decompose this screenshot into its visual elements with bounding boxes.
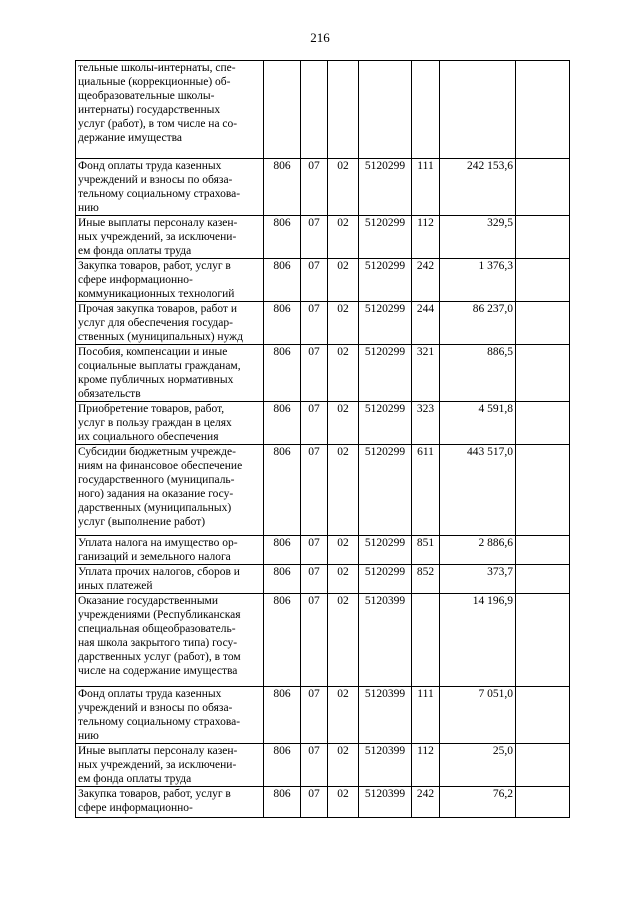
target-article-cell: 5120299 [359, 159, 412, 216]
ministry-code-cell: 806 [264, 302, 301, 345]
target-article-cell: 5120299 [359, 259, 412, 302]
table-row [76, 687, 570, 744]
extra-cell [516, 445, 570, 536]
subsection-code-cell: 02 [328, 594, 359, 687]
target-article-cell: 5120299 [359, 302, 412, 345]
subsection-code-cell: 02 [328, 787, 359, 818]
ministry-code-cell: 806 [264, 216, 301, 259]
section-code-cell: 07 [301, 159, 328, 216]
amount-cell: 242 153,6 [440, 159, 516, 216]
amount-cell: 7 051,0 [440, 687, 516, 744]
expense-name-cell: Субсидии бюджетным учрежде- ниям на финансовое обеспечение государственного (муниципаль- ного) задания на оказание госу- дарственных (муниципальных) услуг (выполнение работ) [76, 445, 264, 536]
target-article-cell: 5120299 [359, 565, 412, 594]
amount-cell [440, 61, 516, 159]
expense-type-cell: 111 [412, 687, 440, 744]
ministry-code-cell: 806 [264, 787, 301, 818]
ministry-code-cell: 806 [264, 565, 301, 594]
expense-name-cell: Оказание государственными учреждениями (Республиканская специальная общеобразователь- ная школа закрытого типа) госу- дарственных услуг (работ), в том числе на содержание имущества [76, 594, 264, 687]
target-article-cell: 5120299 [359, 402, 412, 445]
amount-cell: 1 376,3 [440, 259, 516, 302]
section-code-cell: 07 [301, 259, 328, 302]
subsection-code-cell: 02 [328, 159, 359, 216]
ministry-code-cell: 806 [264, 445, 301, 536]
subsection-code-cell: 02 [328, 687, 359, 744]
amount-cell: 86 237,0 [440, 302, 516, 345]
amount-cell: 2 886,6 [440, 536, 516, 565]
table-row [76, 159, 570, 216]
target-article-cell: 5120399 [359, 594, 412, 687]
subsection-code-cell: 02 [328, 536, 359, 565]
subsection-code-cell: 02 [328, 259, 359, 302]
ministry-code-cell: 806 [264, 687, 301, 744]
expense-name-cell: Пособия, компенсации и иные социальные выплаты гражданам, кроме публичных нормативных обязательств [76, 345, 264, 402]
ministry-code-cell [264, 61, 301, 159]
target-article-cell [359, 61, 412, 159]
expense-type-cell: 852 [412, 565, 440, 594]
expense-name-cell: Фонд оплаты труда казенных учреждений и взносы по обяза- тельному социальному страхова- нию [76, 159, 264, 216]
expense-type-cell: 321 [412, 345, 440, 402]
page-number: 216 [310, 30, 330, 45]
section-code-cell: 07 [301, 445, 328, 536]
ministry-code-cell: 806 [264, 159, 301, 216]
subsection-code-cell: 02 [328, 216, 359, 259]
extra-cell [516, 159, 570, 216]
table-row [76, 61, 570, 159]
expense-type-cell: 112 [412, 216, 440, 259]
ministry-code-cell: 806 [264, 594, 301, 687]
table-row [76, 594, 570, 687]
expense-name-cell: Фонд оплаты труда казенных учреждений и взносы по обяза- тельному социальному страхова- нию [76, 687, 264, 744]
expense-name-cell: Иные выплаты персоналу казен- ных учреждений, за исключени- ем фонда оплаты труда [76, 216, 264, 259]
extra-cell [516, 744, 570, 787]
subsection-code-cell [328, 61, 359, 159]
section-code-cell: 07 [301, 216, 328, 259]
amount-cell: 4 591,8 [440, 402, 516, 445]
extra-cell [516, 216, 570, 259]
amount-cell: 25,0 [440, 744, 516, 787]
subsection-code-cell: 02 [328, 402, 359, 445]
expense-name-cell: Приобретение товаров, работ, услуг в пользу граждан в целях их социального обеспечения [76, 402, 264, 445]
expense-type-cell: 611 [412, 445, 440, 536]
extra-cell [516, 345, 570, 402]
amount-cell: 443 517,0 [440, 445, 516, 536]
expense-name-cell: Уплата налога на имущество ор- ганизаций и земельного налога [76, 536, 264, 565]
amount-cell: 14 196,9 [440, 594, 516, 687]
amount-cell: 329,5 [440, 216, 516, 259]
table-row [76, 536, 570, 565]
section-code-cell: 07 [301, 687, 328, 744]
expense-name-cell: тельные школы-интернаты, спе- циальные (коррекционные) об- щеобразовательные школы- интернаты) государственных услуг (работ), в том числе на со- держание имущества [76, 61, 264, 159]
subsection-code-cell: 02 [328, 445, 359, 536]
target-article-cell: 5120299 [359, 445, 412, 536]
extra-cell [516, 302, 570, 345]
table-row [76, 216, 570, 259]
expense-type-cell [412, 594, 440, 687]
expense-name-cell: Уплата прочих налогов, сборов и иных платежей [76, 565, 264, 594]
expense-type-cell: 851 [412, 536, 440, 565]
extra-cell [516, 787, 570, 818]
table-row [76, 445, 570, 536]
ministry-code-cell: 806 [264, 402, 301, 445]
budget-table [75, 60, 570, 818]
section-code-cell: 07 [301, 787, 328, 818]
section-code-cell: 07 [301, 302, 328, 345]
ministry-code-cell: 806 [264, 345, 301, 402]
section-code-cell: 07 [301, 565, 328, 594]
expense-type-cell: 244 [412, 302, 440, 345]
amount-cell: 373,7 [440, 565, 516, 594]
table-row [76, 259, 570, 302]
ministry-code-cell: 806 [264, 259, 301, 302]
extra-cell [516, 687, 570, 744]
expense-type-cell [412, 61, 440, 159]
table-row [76, 402, 570, 445]
table-row [76, 787, 570, 818]
expense-name-cell: Иные выплаты персоналу казен- ных учреждений, за исключени- ем фонда оплаты труда [76, 744, 264, 787]
subsection-code-cell: 02 [328, 302, 359, 345]
amount-cell: 886,5 [440, 345, 516, 402]
amount-cell: 76,2 [440, 787, 516, 818]
extra-cell [516, 259, 570, 302]
expense-type-cell: 242 [412, 259, 440, 302]
subsection-code-cell: 02 [328, 744, 359, 787]
expense-name-cell: Закупка товаров, работ, услуг в сфере информационно- коммуникационных технологий [76, 259, 264, 302]
table-row [76, 744, 570, 787]
expense-type-cell: 323 [412, 402, 440, 445]
target-article-cell: 5120399 [359, 787, 412, 818]
table-row [76, 565, 570, 594]
expense-name-cell: Прочая закупка товаров, работ и услуг для обеспечения государ- ственных (муниципальных) нужд [76, 302, 264, 345]
extra-cell [516, 565, 570, 594]
section-code-cell: 07 [301, 744, 328, 787]
section-code-cell: 07 [301, 594, 328, 687]
extra-cell [516, 536, 570, 565]
expense-type-cell: 111 [412, 159, 440, 216]
subsection-code-cell: 02 [328, 565, 359, 594]
table-row [76, 302, 570, 345]
expense-type-cell: 112 [412, 744, 440, 787]
extra-cell [516, 61, 570, 159]
table-row [76, 345, 570, 402]
extra-cell [516, 402, 570, 445]
target-article-cell: 5120299 [359, 216, 412, 259]
section-code-cell [301, 61, 328, 159]
section-code-cell: 07 [301, 402, 328, 445]
target-article-cell: 5120299 [359, 345, 412, 402]
target-article-cell: 5120399 [359, 687, 412, 744]
extra-cell [516, 594, 570, 687]
section-code-cell: 07 [301, 536, 328, 565]
expense-type-cell: 242 [412, 787, 440, 818]
subsection-code-cell: 02 [328, 345, 359, 402]
ministry-code-cell: 806 [264, 744, 301, 787]
ministry-code-cell: 806 [264, 536, 301, 565]
target-article-cell: 5120399 [359, 744, 412, 787]
target-article-cell: 5120299 [359, 536, 412, 565]
section-code-cell: 07 [301, 345, 328, 402]
expense-name-cell: Закупка товаров, работ, услуг в сфере информационно- [76, 787, 264, 818]
